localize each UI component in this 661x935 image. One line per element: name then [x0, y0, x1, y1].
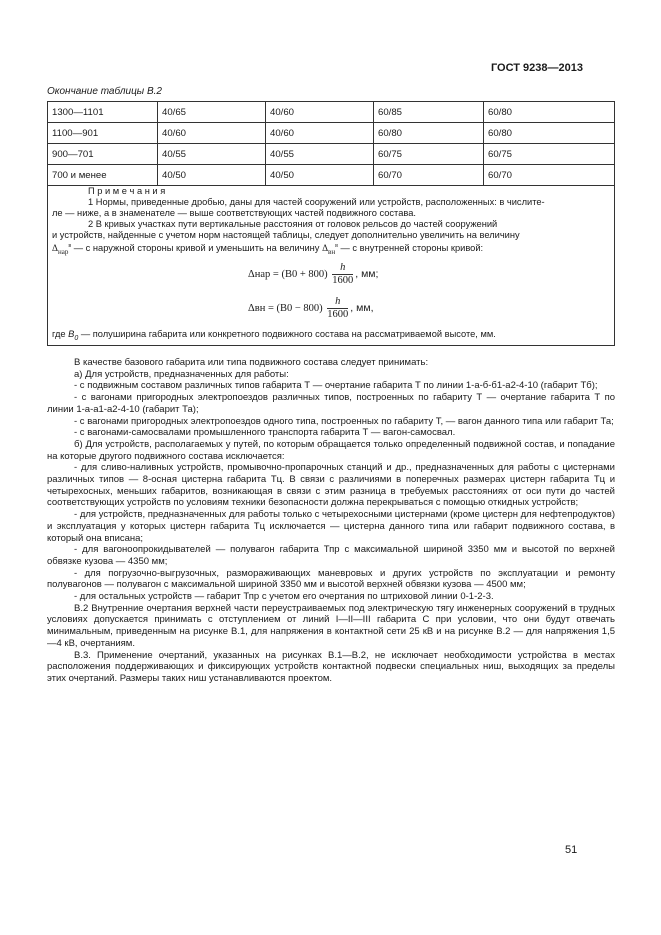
table-cell: 1100—901	[48, 123, 158, 144]
table-cell: 60/80	[484, 123, 615, 144]
table-cell: 60/85	[374, 102, 484, 123]
notes-heading: П р и м е ч а н и я	[88, 186, 166, 196]
paragraph: В.3. Применение очертаний, указанных на рисунках В.1—В.2, не исключает необходимости устройства в местах расположения поддерживающих и фиксирующих устройств контактной подвески специальных ниш, выходящих за пределы этих очертаний. Размеры таких ниш устанавливаются проектом.	[47, 649, 615, 684]
paragraph: В.2 Внутренние очертания верхней части переустраиваемых под электрическую тягу инженерных сооружений в трудных условиях допускается принимать с отступлением от линий I—II—III габарита С при условии, что они будут отвечать минимальным, приведенным на рисунке В.1, для напряжения в контактной сети 25 кВ и на рисунке В.2 — для напряжения 1,5—4 кВ, очертаниям.	[47, 602, 615, 649]
formula-outer: Δнар = (B0 + 800) $\frac{h}{1600}$ , мм;	[248, 262, 379, 286]
table-cell: 60/75	[484, 144, 615, 165]
table-cell: 60/80	[484, 102, 615, 123]
paragraph: - с вагонами-самосвалами промышленного транспорта габарита Т — вагон-самосвал.	[74, 427, 456, 439]
table-cell: 40/50	[266, 165, 374, 186]
note-1-line-1: 1 Нормы, приведенные дробью, даны для частей сооружений или устройств, расположенных: в числите-	[88, 197, 545, 207]
table-cell: 700 и менее	[48, 165, 158, 186]
paragraph: - для устройств, предназначенных для работы только с четырехосными цистернами (кроме цистерн для нефтепродуктов) и эксплуатация у которых цистерн габарита Тц исключается — цистерна данного типа или габарит подвижного состава, в который она вписана;	[47, 509, 615, 544]
table-cell: 40/50	[158, 165, 266, 186]
clearance-table	[47, 101, 615, 186]
table-cell: 900—701	[48, 144, 158, 165]
table-cell: 60/80	[374, 123, 484, 144]
table-row	[48, 144, 615, 165]
paragraph: б) Для устройств, располагаемых у путей, по которым обращается только определенный подвижной состав, и попадание на которые другого подвижного состава исключается:	[47, 438, 615, 462]
paragraph: - с вагонами пригородных электропоездов различных типов, построенных по габариту Т — очертание габарита Т по линии 1-а-а1-а2-4-10 (габарит Та);	[47, 392, 615, 415]
note-2-line-1: 2 В кривых участках пути вертикальные расстояния от головок рельсов до частей сооружений	[88, 219, 498, 229]
paragraph: - для погрузочно-выгрузочных, размораживающих маневровых и других устройств по эксплуатации и ремонту полувагонов — полувагон с максимальной шириной 3350 мм и высотой верхней обвязки кузова — 4500 мм;	[47, 567, 615, 591]
paragraph: - с подвижным составом различных типов габарита Т — очертание габарита Т по линии 1-а-б-б1-а2-4-10 (габарит Тб);	[74, 380, 598, 392]
delta-inner-symbol: $\Delta_{вн}^в$	[322, 243, 338, 256]
formula-inner: Δвн = (B0 − 800) $\frac{h}{1600}$ , мм,	[248, 296, 374, 320]
table-notes	[47, 184, 615, 346]
table-cell: 40/55	[266, 144, 374, 165]
paragraph: - для сливо-наливных устройств, промывочно-пропарочных станций и др., предназначенных для работы с цистернами различных типов — 8-осная цистерна габарита Тц. В связи с различиями в поперечных размерах цистерн габарита Тц и четырехосных, меньших габаритов, возникающая в связи с этим разница в требуемых расстояниях от оси пути до частей соответствующих устройств по условиям техники безопасности должна перекрываться с помощью откидных устройств;	[47, 462, 615, 509]
table-cell: 40/55	[158, 144, 266, 165]
table-cell: 40/60	[266, 102, 374, 123]
note-1-line-2: ле — ниже, а в знаменателе — выше соответствующих частей подвижного состава.	[52, 208, 416, 218]
where-clause: где $B_0$ — полуширина габарита или конкретного подвижного состава на рассматриваемой высоте, мм.	[52, 329, 496, 342]
paragraph: В качестве базового габарита или типа подвижного состава следует принимать:	[74, 357, 429, 368]
paragraph: - для вагоноопрокидывателей — полувагон габарита Тпр с максимальной шириной 3350 мм и высотой по верхней обвязке кузова — 4350 мм;	[47, 544, 615, 567]
table-cell: 1300—1101	[48, 102, 158, 123]
table-row	[48, 102, 615, 123]
note-2-line-2: и устройств, найденные с учетом норм настоящей таблицы, следует дополнительно увеличить на величину	[52, 230, 520, 240]
table-cell: 60/70	[374, 165, 484, 186]
paragraph: - для остальных устройств — габарит Тпр с учетом его очертания по штриховой линии 0-1-2-3.	[74, 591, 494, 603]
table-cell: 40/60	[158, 123, 266, 144]
table-cell: 40/60	[266, 123, 374, 144]
note-2-line-3: $\Delta_{нар}^в$ — с наружной стороны кривой и уменьшить на величину $\Delta_{вн}^в$ — с внутренней стороны кривой:	[52, 243, 484, 256]
table-cell: 40/65	[158, 102, 266, 123]
delta-outer-symbol: $\Delta_{нар}^в$	[52, 243, 72, 256]
page-number: 51	[565, 844, 578, 856]
paragraph: а) Для устройств, предназначенных для работы:	[74, 368, 289, 380]
main-text	[47, 357, 615, 685]
table-row	[48, 165, 615, 186]
table-cell: 60/70	[484, 165, 615, 186]
paragraph: - с вагонами пригородных электропоездов одного типа, построенных по габариту Т, — вагон данного типа или габарит Та;	[74, 415, 614, 427]
table-row	[48, 123, 615, 144]
table-caption: Окончание таблицы В.2	[47, 86, 162, 97]
table-cell: 60/75	[374, 144, 484, 165]
b0-symbol: $B_0$	[68, 329, 79, 342]
standard-number: ГОСТ 9238—2013	[490, 62, 583, 74]
